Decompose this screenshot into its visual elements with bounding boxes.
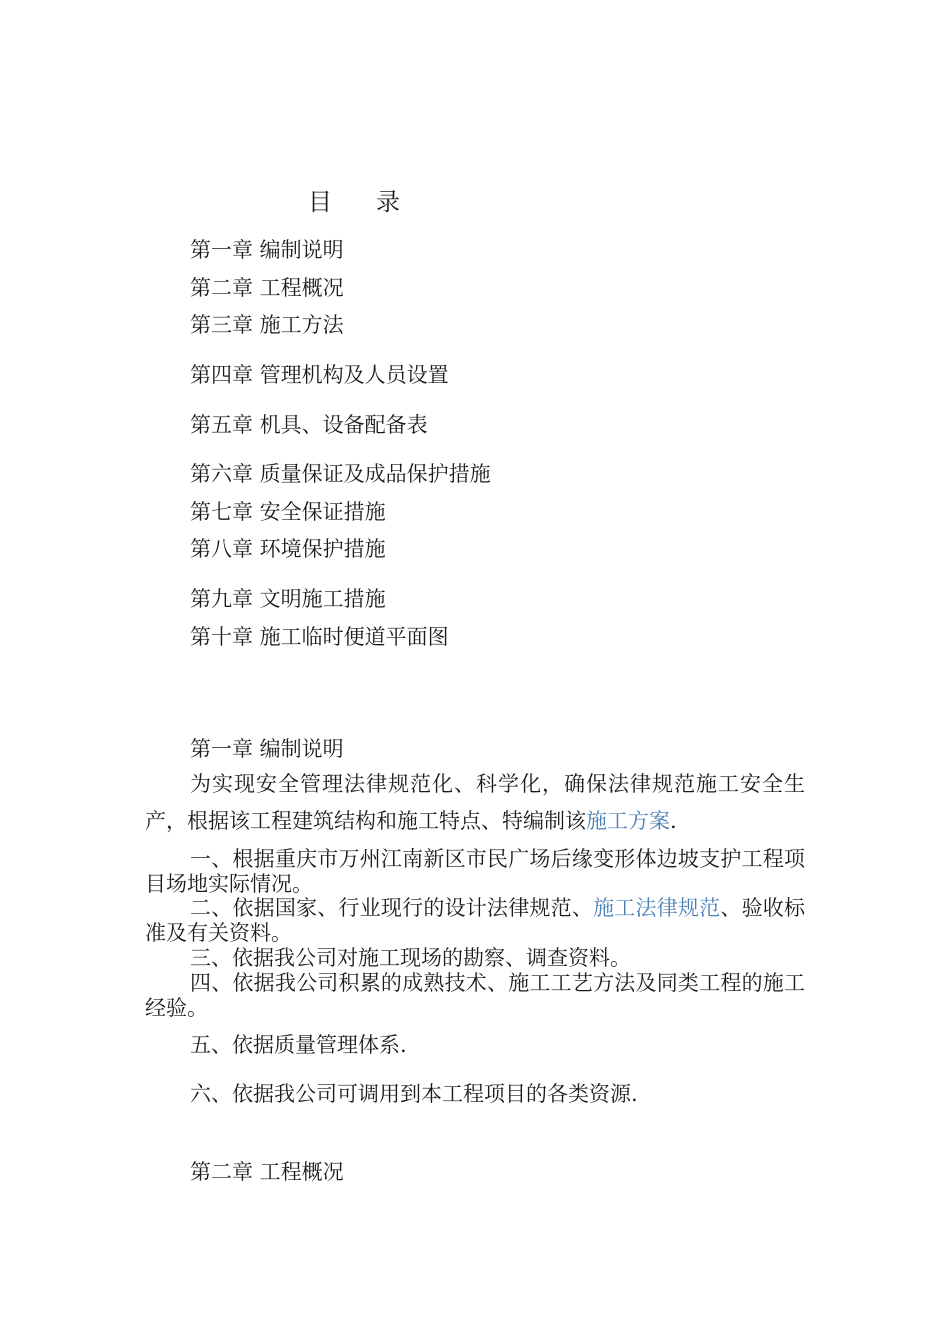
basis-item-1: 一、根据重庆市万州江南新区市民广场后缘变形体边坡支护工程项目场地实际情况。 <box>145 847 805 896</box>
basis-item-3: 三、依据我公司对施工现场的勘察、调查资料。 <box>190 946 631 970</box>
construction-plan-link[interactable]: 施工方案 <box>586 809 670 833</box>
chapter2-heading: 第二章 工程概况 <box>190 1160 344 1184</box>
intro-text-end: . <box>670 809 677 833</box>
toc-item: 第四章 管理机构及人员设置 <box>190 363 449 387</box>
chapter1-heading: 第一章 编制说明 <box>190 737 344 761</box>
toc-item: 第五章 机具、设备配备表 <box>190 413 428 437</box>
basis-item-6: 六、依据我公司可调用到本工程项目的各类资源. <box>190 1082 638 1106</box>
toc-item: 第一章 编制说明 <box>190 238 344 262</box>
basis-item-4: 四、依据我公司积累的成熟技术、施工工艺方法及同类工程的施工经验。 <box>145 971 805 1020</box>
toc-item: 第九章 文明施工措施 <box>190 587 386 611</box>
basis-item-5: 五、依据质量管理体系. <box>190 1033 407 1057</box>
toc-item: 第二章 工程概况 <box>190 276 344 300</box>
toc-item: 第十章 施工临时便道平面图 <box>190 625 449 649</box>
construction-standards-link[interactable]: 施工法律规范 <box>593 896 721 920</box>
toc-item: 第七章 安全保证措施 <box>190 500 386 524</box>
basis-item-2-text: 二、依据国家、行业现行的设计法律规范、 <box>190 896 594 920</box>
toc-title <box>308 182 400 217</box>
toc-item: 第三章 施工方法 <box>190 313 344 337</box>
intro-text: 为实现安全管理法律规范化、科学化，确保法律规范施工安全生产，根据该工程建筑结构和施工特点、特编制该 <box>145 772 805 833</box>
chapter1-intro <box>145 766 805 840</box>
toc-title-part2: 录 <box>376 188 400 216</box>
toc-title-part1: 目 <box>308 188 332 216</box>
basis-item-2 <box>145 896 805 946</box>
basis-item-2-text-end: 、验收标准及有关资料。 <box>145 896 806 945</box>
toc-item: 第六章 质量保证及成品保护措施 <box>190 462 491 486</box>
toc-item: 第八章 环境保护措施 <box>190 537 386 561</box>
